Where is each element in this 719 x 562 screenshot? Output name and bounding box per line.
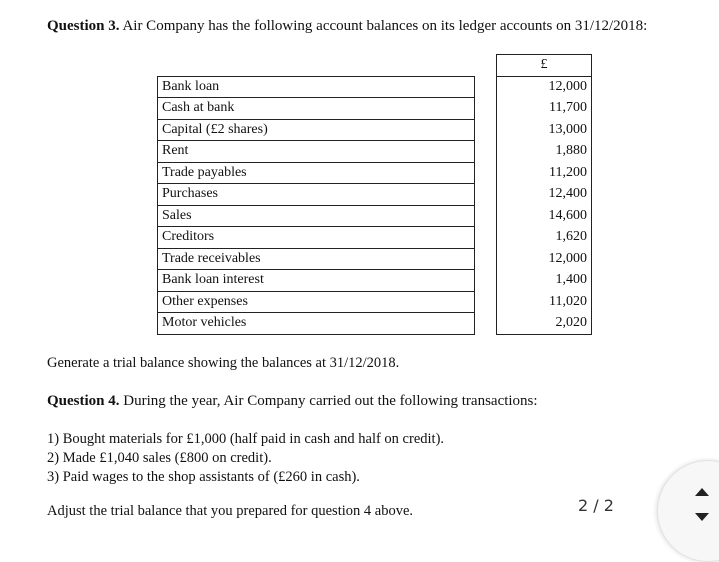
- account-amount: 1,620: [497, 227, 592, 249]
- page-indicator: 2 / 2: [578, 496, 614, 515]
- account-name: Purchases: [158, 184, 475, 206]
- generate-instruction: Generate a trial balance showing the balances at 31/12/2018.: [47, 355, 400, 371]
- account-name: Other expenses: [158, 291, 475, 313]
- account-amount: 14,600: [497, 205, 592, 227]
- account-name: Bank loan: [158, 76, 475, 98]
- account-amount: 13,000: [497, 119, 592, 141]
- currency-header: £: [497, 55, 592, 77]
- table-row: [158, 270, 592, 292]
- table-row: [158, 205, 592, 227]
- table-row: [158, 162, 592, 184]
- question-4-heading: [47, 393, 538, 410]
- account-amount: 11,200: [497, 162, 592, 184]
- arrow-up-icon[interactable]: [695, 488, 709, 496]
- table-row: [158, 291, 592, 313]
- account-amount: 12,000: [497, 76, 592, 98]
- account-name: Motor vehicles: [158, 313, 475, 335]
- table-header-row: [158, 55, 592, 77]
- table-row: [158, 184, 592, 206]
- account-amount: 2,020: [497, 313, 592, 335]
- account-name: Trade receivables: [158, 248, 475, 270]
- account-name: Bank loan interest: [158, 270, 475, 292]
- account-amount: 11,020: [497, 291, 592, 313]
- account-name: Sales: [158, 205, 475, 227]
- account-name: Cash at bank: [158, 98, 475, 120]
- list-item: 2) Made £1,040 sales (£800 on credit).: [47, 450, 272, 466]
- account-amount: 12,000: [497, 248, 592, 270]
- table-row: [158, 313, 592, 335]
- account-amount: 12,400: [497, 184, 592, 206]
- question-4-label: Question 4.: [47, 393, 120, 409]
- table-row: [158, 119, 592, 141]
- account-amount: 1,880: [497, 141, 592, 163]
- question-3-heading: [47, 18, 647, 35]
- account-name: Creditors: [158, 227, 475, 249]
- account-name: Capital (£2 shares): [158, 119, 475, 141]
- table-row: [158, 227, 592, 249]
- page-scroller-button[interactable]: [657, 460, 719, 562]
- list-item: 3) Paid wages to the shop assistants of (£260 in cash).: [47, 469, 360, 485]
- question-4-text: During the year, Air Company carried out the following transactions:: [119, 393, 538, 409]
- ledger-balances-table: [157, 54, 592, 335]
- question-3-text: Air Company has the following account balances on its ledger accounts on 31/12/2018:: [119, 18, 648, 34]
- account-name: Trade payables: [158, 162, 475, 184]
- transaction-list: [47, 430, 444, 487]
- arrow-down-icon[interactable]: [695, 513, 709, 521]
- account-amount: 11,700: [497, 98, 592, 120]
- table-row: [158, 248, 592, 270]
- account-amount: 1,400: [497, 270, 592, 292]
- table-row: [158, 98, 592, 120]
- table-row: [158, 76, 592, 98]
- adjust-instruction: Adjust the trial balance that you prepared for question 4 above.: [47, 503, 414, 519]
- list-item: 1) Bought materials for £1,000 (half paid in cash and half on credit).: [47, 431, 445, 447]
- account-name: Rent: [158, 141, 475, 163]
- table-row: [158, 141, 592, 163]
- question-3-label: Question 3.: [47, 18, 120, 34]
